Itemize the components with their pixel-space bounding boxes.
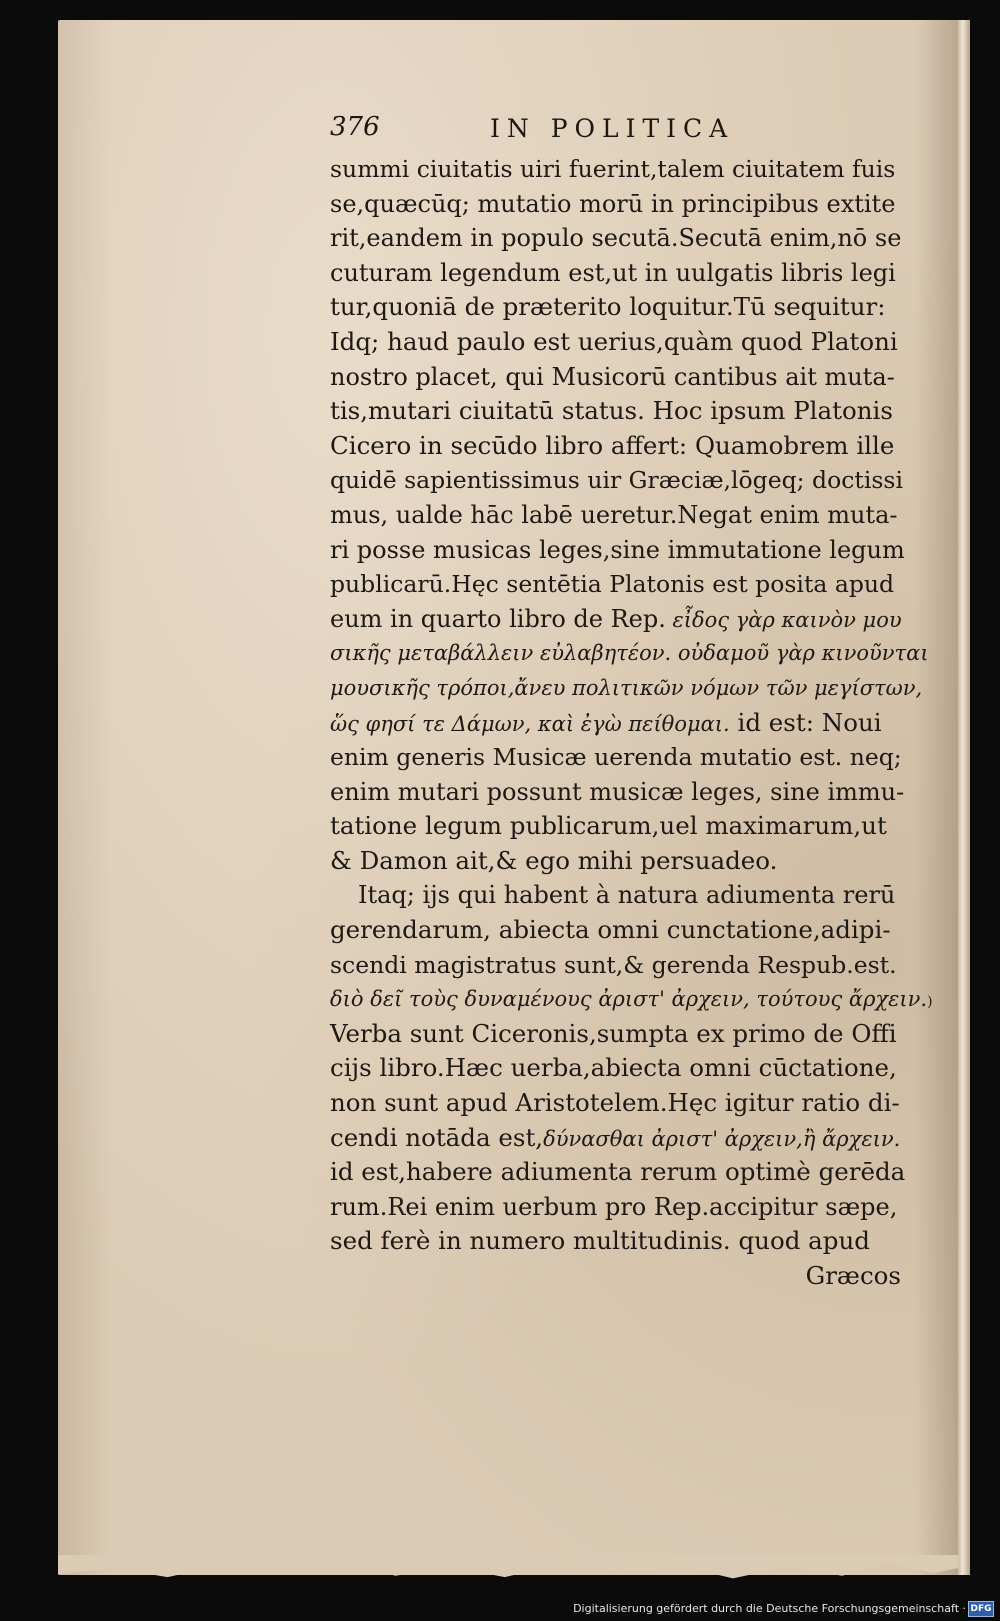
latin-text: ri posse musicas leges,sine immutatione legum: [330, 535, 905, 564]
text-line: [330, 256, 905, 291]
text-line: [330, 152, 905, 187]
text-line: [330, 913, 905, 948]
text-line: [330, 1224, 905, 1259]
text-line: [330, 982, 933, 1017]
latin-text: cijs libro.Hæc uerba,abiecta omni cūctatione,: [330, 1053, 897, 1083]
latin-text: Itaq; ijs qui habent à natura adiumenta rerū: [358, 881, 896, 910]
text-line: [330, 429, 905, 464]
text-line: [330, 463, 905, 498]
text-line: [330, 498, 905, 533]
greek-text: εἶδος γὰρ καινὸν μου: [665, 607, 902, 632]
greek-text: ὥς φησί τε Δάμων, καὶ ἐγὼ πείθομαι.: [330, 711, 730, 736]
latin-text: quidē sapientissimus uir Græciæ,lōgeq; doctissi: [330, 466, 904, 495]
text-line: [330, 394, 905, 429]
text-line: [330, 878, 905, 913]
latin-text: scendi magistratus sunt,& gerenda Respub.est.: [330, 950, 897, 979]
latin-text: gerendarum, abiecta omni cunctatione,adipi-: [330, 915, 891, 945]
greek-text: σικῆς μεταβάλλειν εὐλαβητέον. οὐδαμοῦ γὰρ κινοῦνται: [330, 641, 929, 666]
latin-text: publicarū.Hęc sentētia Platonis est posita apud: [330, 570, 895, 599]
text-line: [330, 671, 923, 706]
text-line: [330, 706, 905, 741]
latin-text: eum in quarto libro de Rep.: [330, 604, 666, 633]
latin-text: rit,eandem in populo secutā.Secutā enim,nō se: [330, 224, 902, 253]
page-header: [330, 112, 790, 152]
latin-text: rum.Rei enim uerbum pro Rep.accipitur sæpe,: [330, 1192, 898, 1221]
page-binding-edge: [958, 20, 970, 1575]
digitization-credit: Digitalisierung gefördert durch die Deutsche Forschungsgemeinschaft ·: [573, 1602, 966, 1615]
latin-text: sed ferè in numero multitudinis. quod apud: [330, 1226, 870, 1256]
text-line: [330, 360, 905, 395]
latin-text: Verba sunt Ciceronis,sumpta ex primo de Offi: [330, 1018, 897, 1048]
body-text: [330, 152, 933, 1294]
greek-text: διὸ δεῖ τοὺς δυναμένους ἀριστ' ἀρχειν, τούτους ἄρχειν.: [330, 987, 928, 1012]
latin-text: Cicero in secūdo libro affert: Quamobrem ille: [330, 430, 895, 460]
latin-text: Idq; haud paulo est uerius,quàm quod Platoni: [330, 326, 898, 356]
latin-text: tis,mutari ciuitatū status. Hoc ipsum Platonis: [330, 396, 893, 426]
latin-text: ): [927, 994, 933, 1011]
page-torn-edge: [58, 1555, 970, 1581]
latin-text: & Damon ait,& ego mihi persuadeo.: [330, 845, 778, 875]
latin-text: summi ciuitatis uiri fuerint,talem ciuitatem fuis: [330, 155, 896, 183]
text-line: [330, 844, 905, 879]
text-line: [330, 602, 905, 637]
text-line: [330, 567, 905, 602]
text-line: [330, 1121, 905, 1156]
text-line: [330, 740, 905, 775]
latin-text: enim generis Musicæ uerenda mutatio est. neq;: [330, 743, 902, 772]
latin-text: non sunt apud Aristotelem.Hęc igitur ratio di-: [330, 1088, 900, 1118]
latin-text: cuturam legendum est,ut in uulgatis libris legi: [330, 258, 896, 287]
text-line: [330, 1190, 905, 1225]
latin-text: cendi notāda est,: [330, 1122, 544, 1152]
text-line: [330, 809, 905, 844]
dfg-logo-icon: DFG: [968, 1601, 994, 1617]
latin-text: Græcos: [805, 1261, 901, 1290]
text-line: [330, 636, 929, 671]
latin-text: id est: Noui: [729, 707, 882, 737]
text-line: [330, 187, 905, 222]
latin-text: se,quæcūq; mutatio morū in principibus extite: [330, 189, 896, 218]
text-line: [330, 325, 905, 360]
text-line: [330, 1155, 905, 1190]
text-line: [330, 1017, 905, 1052]
text-line: [330, 948, 905, 983]
latin-text: tur,quoniā de præterito loquitur.Tū sequitur:: [330, 292, 886, 322]
text-line: [330, 775, 905, 810]
text-line: [330, 290, 905, 325]
latin-text: nostro placet, qui Musicorū cantibus ait muta-: [330, 362, 895, 391]
text-line: [330, 221, 905, 256]
latin-text: mus, ualde hāc labē ueretur.Negat enim muta-: [330, 500, 898, 529]
text-line: [330, 1086, 905, 1121]
text-line: [330, 1259, 905, 1294]
latin-text: id est,habere adiumenta rerum optimè gerēda: [330, 1157, 906, 1187]
text-line: [330, 1051, 905, 1086]
running-title: IN POLITICA: [490, 114, 735, 143]
page-number: 376: [330, 112, 380, 142]
latin-text: tatione legum publicarum,uel maximarum,ut: [330, 811, 887, 841]
latin-text: enim mutari possunt musicæ leges, sine immu-: [330, 777, 905, 806]
greek-text: δύνασθαι ἀριστ' ἀρχειν,ἢ ἄρχειν.: [543, 1126, 901, 1151]
greek-text: μουσικῆς τρόποι,ἄνευ πολιτικῶν νόμων τῶν μεγίστων,: [330, 675, 923, 700]
text-line: [330, 533, 905, 568]
